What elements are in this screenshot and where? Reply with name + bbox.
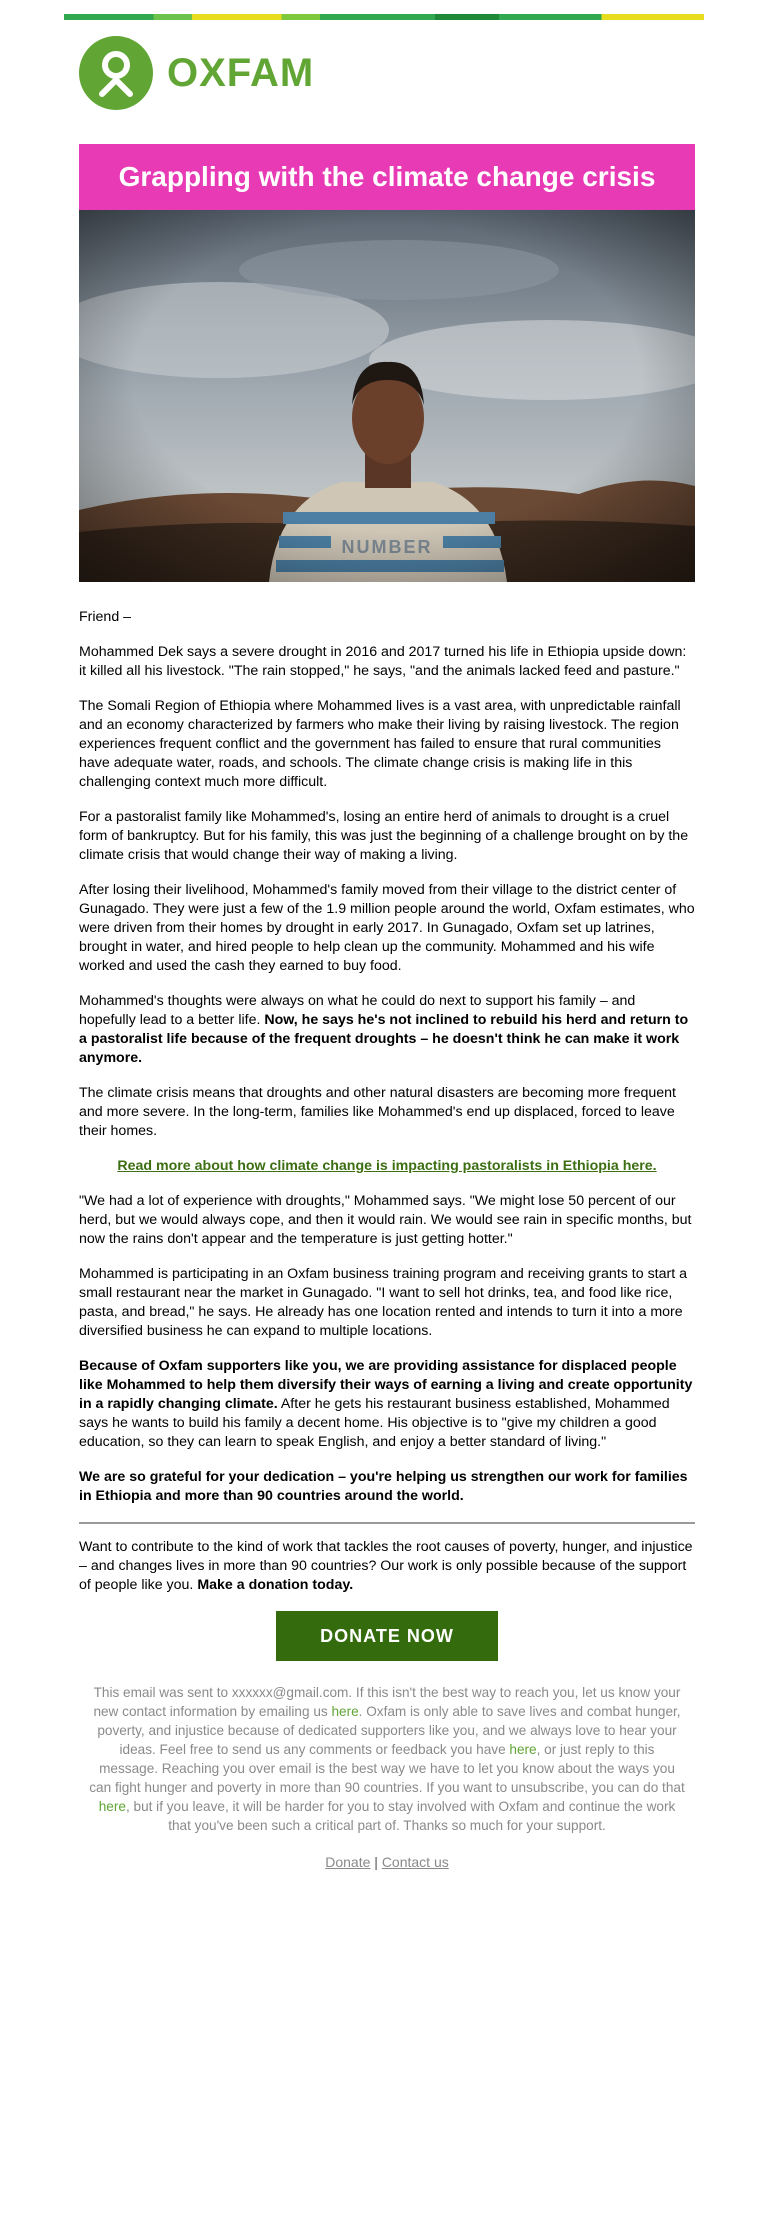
footer-feedback-link[interactable]: here (509, 1742, 537, 1757)
paragraph: For a pastoralist family like Mohammed's, losing an entire herd of animals to drought is a cruel form of bankruptcy. But for his family, this was just the beginning of a challenge brought on by the climate crisis that would change their way of making a living. (79, 809, 689, 863)
paragraph-text: Mohammed's thoughts were always on what he could do next to support his family – and hopefully lead to a better life. (79, 993, 636, 1028)
read-more-link[interactable]: Read more about how climate change is impacting pastoralists in Ethiopia here. (117, 1158, 657, 1174)
donate-now-button[interactable]: DONATE NOW (276, 1611, 498, 1661)
color-stripe (64, 14, 704, 20)
hero-photo (79, 210, 695, 582)
headline-title: Grappling with the climate change crisis (118, 161, 656, 192)
paragraph: Mohammed is participating in an Oxfam business training program and receiving grants to start a small restaurant near the market in Gunagado. "I want to sell hot drinks, tea, and food like rice, pasta, and bread," he says. He already has one location rented and intends to turn it into a more diversified business he can expand to multiple locations. (79, 1266, 687, 1339)
paragraph: "We had a lot of experience with droughts," Mohammed says. "We might lose 50 percent of our herd, but we would always cope, and then it would rain. We would see rain in specific months, but now the rains don't appear and the temperature is just getting hotter." (79, 1193, 692, 1247)
paragraph-emphasis: Because of Oxfam supporters like you, we are providing assistance for displaced people like Mohammed to help them diversify their ways of earning a living and create opportunity in a rapidly changing climate. (79, 1358, 693, 1412)
oxfam-logo[interactable] (79, 36, 314, 110)
footer-text-part: This email was sent to xxxxxx@gmail.com. If this isn't the best way to reach you, let us know your new contact information by emailing us (93, 1685, 681, 1719)
footer-text-part: , but if you leave, it will be harder for you to stay involved with Oxfam and continue the work that you've been such a critical part of. Thanks so much for your support. (125, 1799, 676, 1833)
cta-row (79, 1611, 695, 1661)
paragraph-emphasis: Make a donation today. (197, 1577, 354, 1593)
footer-text-part: , or just reply to this message. Reaching you over email is the best way we have to let you know about the ways you can fight hunger and poverty in more than 90 countries. If you want to unsubscribe, you can do that (89, 1742, 685, 1795)
paragraph-text: After he gets his restaurant business established, Mohammed says he wants to build his family a decent home. His objective is to "give my children a good education, so they can learn to speak English, and enjoy a better standard of living." (79, 1396, 670, 1450)
footer-unsubscribe-link[interactable]: here (98, 1799, 126, 1814)
oxfam-logo-icon (79, 36, 153, 110)
read-more-row (79, 1157, 695, 1176)
footer-text (79, 1683, 695, 1835)
paragraph-text: Want to contribute to the kind of work that tackles the root causes of poverty, hunger, and injustice – and changes lives in more than 90 countries? Our work is only possible because of the support of people like you. (79, 1539, 693, 1593)
footer-links (79, 1853, 695, 1872)
headline-banner (79, 144, 695, 210)
brand-name: OXFAM (167, 50, 315, 95)
footer-separator: | (374, 1854, 378, 1870)
paragraph (79, 1538, 695, 1595)
paragraph-emphasis: Now, he says he's not inclined to rebuild his herd and return to a pastoralist life because of the frequent droughts – he doesn't think he can make it work anymore. (79, 1012, 689, 1066)
footer-text-part: . Oxfam is only able to save lives and combat hunger, poverty, and injustice because of dedicated supporters like you, and we always love to hear your ideas. Feel free to send us any comments or feedback you have (97, 1704, 681, 1757)
footer-donate-link[interactable]: Donate (325, 1854, 371, 1870)
footer-contact-link[interactable]: Contact us (381, 1854, 449, 1870)
paragraph: After losing their livelihood, Mohammed's family moved from their village to the district center of Gunagado. They were just a few of the 1.9 million people around the world, Oxfam estimates, who were driven from their homes by drought in early 2017. In Gunagado, Oxfam set up latrines, brought in water, and hired people to help clean up the community. Mohammed and his wife worked and used the cash they earned to buy food. (79, 882, 695, 974)
paragraph: The climate crisis means that droughts and other natural disasters are becoming more frequent and more severe. In the long-term, families like Mohammed's end up displaced, forced to leave their homes. (79, 1085, 676, 1139)
paragraph: Mohammed Dek says a severe drought in 2016 and 2017 turned his life in Ethiopia upside down: it killed all his livestock. "The rain stopped," he says, "and the animals lacked feed and pasture." (79, 644, 687, 679)
paragraph (79, 1357, 695, 1452)
paragraph (79, 1468, 695, 1506)
email-body (79, 608, 695, 1872)
paragraph: The Somali Region of Ethiopia where Mohammed lives is a vast area, with unpredictable rainfall and an economy characterized by farmers who make their living by raising livestock. The region experiences frequent conflict and the government has failed to ensure that rural communities have adequate water, roads, and schools. The climate change crisis is making life in this challenging context much more difficult. (79, 698, 681, 790)
paragraph (79, 992, 695, 1068)
footer-email-link[interactable]: here (331, 1704, 359, 1719)
greeting: Friend – (79, 609, 132, 625)
paragraph-emphasis: We are so grateful for your dedication – you're helping us strengthen our work for families in Ethiopia and more than 90 countries around the world. (79, 1469, 688, 1504)
divider (79, 1522, 695, 1524)
